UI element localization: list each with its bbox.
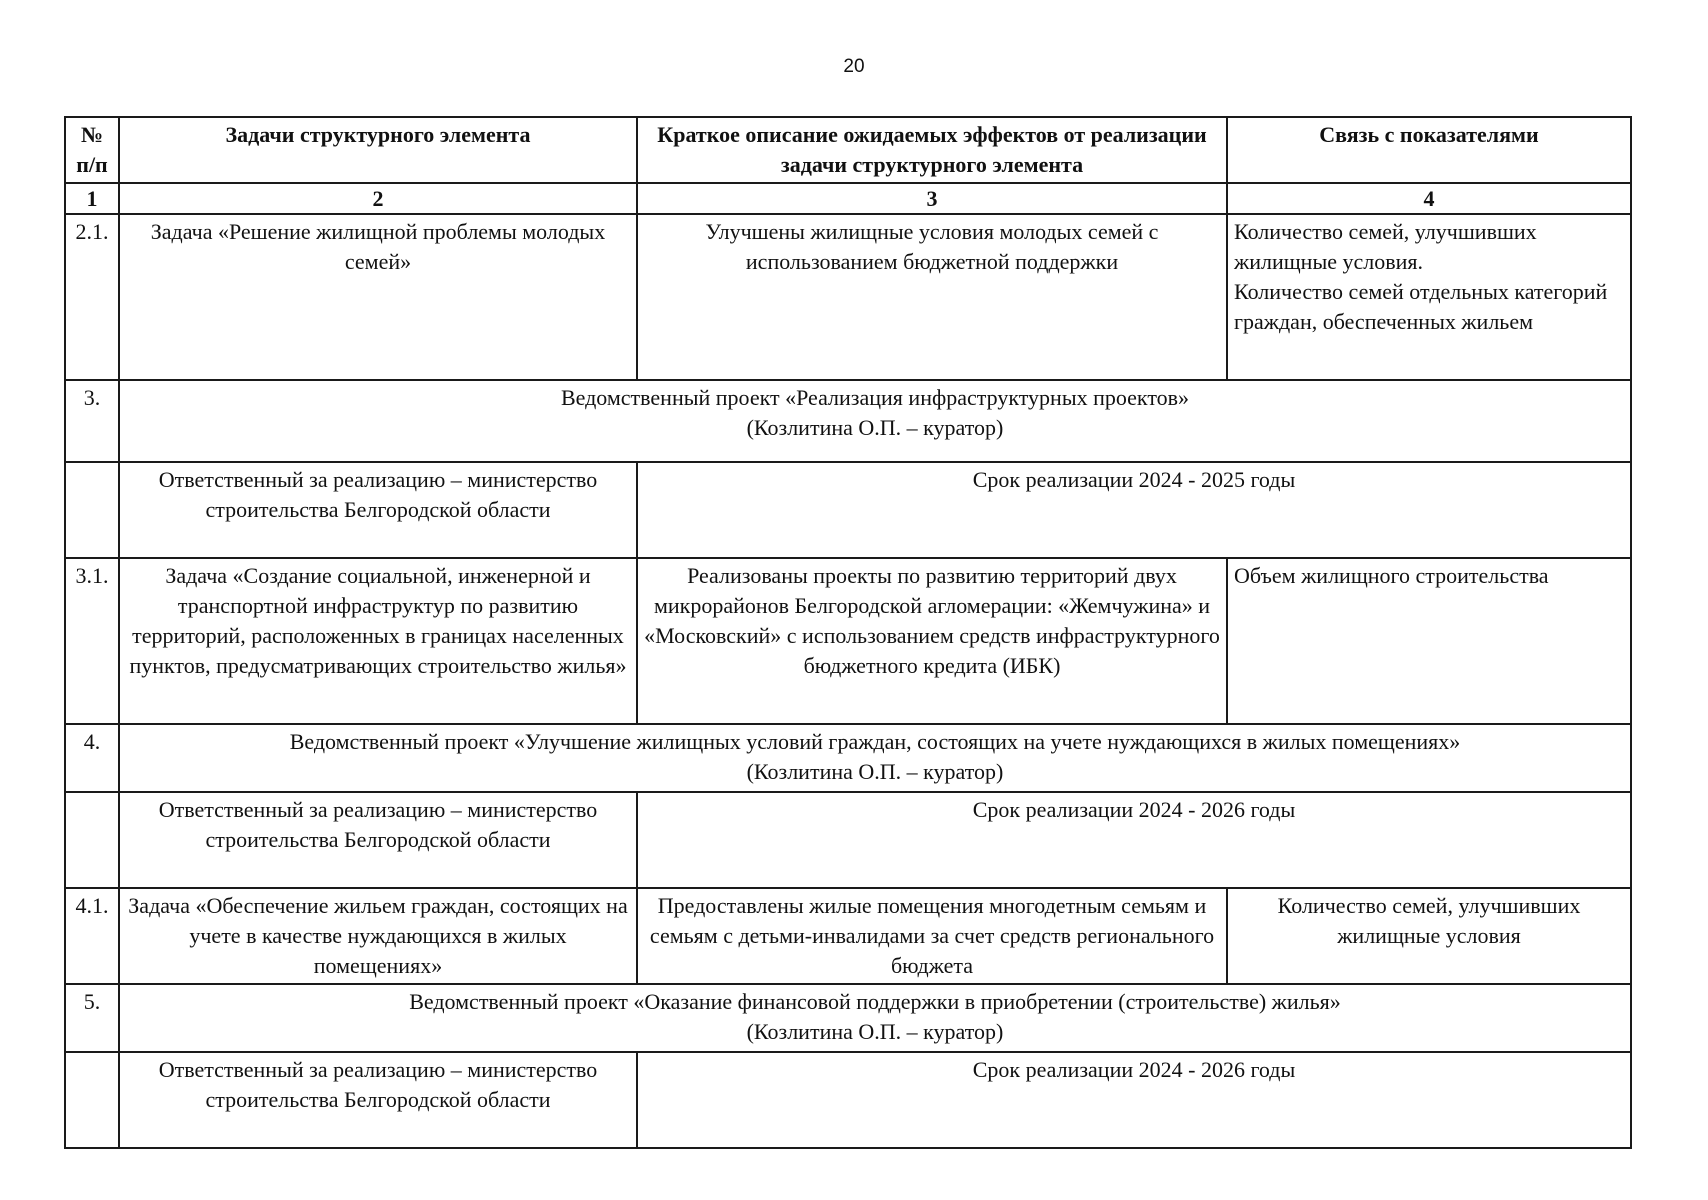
project-title: Ведомственный проект «Улучшение жилищных условий граждан, состоящих на учете нуждающихся в жилых помещениях» (289, 729, 1461, 755)
responsible-cell: Ответственный за реализацию – министерство строительства Белгородской области (119, 792, 637, 888)
project-title-cell (119, 724, 1631, 792)
row-number: 4. (65, 724, 119, 792)
header-tasks: Задачи структурного элемента (119, 117, 637, 183)
indicator-cell (1227, 214, 1631, 380)
effect-cell: Реализованы проекты по развитию территорий двух микрорайонов Белгородской агломерации: «Жемчужина» и «Московский» с использованием средств инфраструктурного бюджетного кредита (ИБК) (637, 558, 1227, 724)
table-row (65, 214, 1631, 380)
project-curator: (Козлитина О.П. – куратор) (746, 415, 1004, 441)
indicator-cell: Объем жилищного строительства (1227, 558, 1631, 724)
empty-cell (65, 462, 119, 558)
col-number-2: 2 (119, 183, 637, 214)
col-number-4: 4 (1227, 183, 1631, 214)
project-title: Ведомственный проект «Реализация инфраструктурных проектов» (560, 385, 1190, 411)
responsible-row (65, 792, 1631, 888)
task-cell: Задача «Создание социальной, инженерной и транспортной инфраструктур по развитию территорий, расположенных в границах населенных пунктов, предусматривающих строительство жилья» (119, 558, 637, 724)
task-cell: Задача «Обеспечение жильем граждан, состоящих на учете в качестве нуждающихся в жилых помещениях» (119, 888, 637, 984)
empty-cell (65, 792, 119, 888)
indicator-cell: Количество семей, улучшивших жилищные условия (1227, 888, 1631, 984)
project-curator: (Козлитина О.П. – куратор) (746, 759, 1004, 785)
row-number: 3. (65, 380, 119, 462)
empty-cell (65, 1052, 119, 1148)
col-number-3: 3 (637, 183, 1227, 214)
effect-cell: Улучшены жилищные условия молодых семей с использованием бюджетной поддержки (637, 214, 1227, 380)
structural-elements-table (64, 116, 1632, 1149)
indicator-line: Количество семей, улучшивших жилищные условия. (1234, 219, 1537, 275)
page-number: 20 (843, 56, 865, 77)
term-cell: Срок реализации 2024 - 2026 годы (637, 792, 1631, 888)
row-number: 3.1. (65, 558, 119, 724)
table-row (65, 888, 1631, 984)
row-number: 4.1. (65, 888, 119, 984)
responsible-cell: Ответственный за реализацию – министерство строительства Белгородской области (119, 462, 637, 558)
table-row (65, 558, 1631, 724)
row-number: 5. (65, 984, 119, 1052)
project-title-cell (119, 380, 1631, 462)
header-effects: Краткое описание ожидаемых эффектов от реализации задачи структурного элемента (637, 117, 1227, 183)
col-number-1: 1 (65, 183, 119, 214)
project-row (65, 380, 1631, 462)
project-row (65, 984, 1631, 1052)
header-num: № п/п (65, 117, 119, 183)
task-cell: Задача «Решение жилищной проблемы молодых семей» (119, 214, 637, 380)
project-title-cell (119, 984, 1631, 1052)
effect-cell: Предоставлены жилые помещения многодетным семьям и семьям с детьми-инвалидами за счет средств регионального бюджета (637, 888, 1227, 984)
project-row (65, 724, 1631, 792)
term-cell: Срок реализации 2024 - 2026 годы (637, 1052, 1631, 1148)
indicator-line: Количество семей отдельных категорий граждан, обеспеченных жильем (1234, 279, 1608, 335)
header-link: Связь с показателями (1227, 117, 1631, 183)
responsible-row (65, 1052, 1631, 1148)
responsible-cell: Ответственный за реализацию – министерство строительства Белгородской области (119, 1052, 637, 1148)
table-header-row (65, 117, 1631, 183)
project-title: Ведомственный проект «Оказание финансовой поддержки в приобретении (строительстве) жилья» (409, 989, 1341, 1015)
row-number: 2.1. (65, 214, 119, 380)
responsible-row (65, 462, 1631, 558)
column-number-row (65, 183, 1631, 214)
term-cell: Срок реализации 2024 - 2025 годы (637, 462, 1631, 558)
project-curator: (Козлитина О.П. – куратор) (746, 1018, 1004, 1044)
